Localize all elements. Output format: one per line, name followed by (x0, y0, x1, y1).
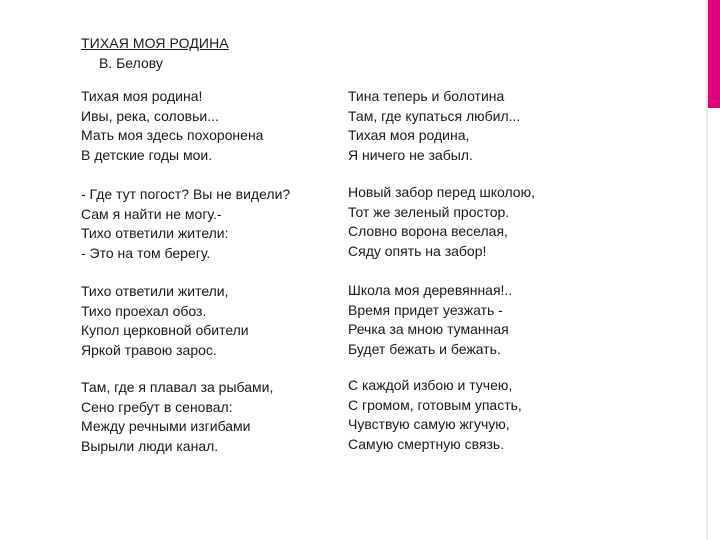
poem-line: Я ничего не забыл. (348, 146, 473, 163)
poem-title: ТИХАЯ МОЯ РОДИНА (81, 35, 229, 51)
stanza-right-3 (348, 281, 512, 359)
stanza-left-1 (81, 87, 263, 165)
poem-line: Будет бежать и бежать. (348, 340, 501, 357)
poem-line: Тихая моя родина, (348, 127, 470, 143)
poem-line: В детские годы мои. (81, 146, 213, 163)
poem-line: Яркой травою зарос. (81, 341, 217, 358)
poem-line: - Это на том берегу. (81, 244, 211, 261)
poem-line: Тихо ответили жители: (81, 225, 229, 241)
poem-line: Вырыли люди канал. (81, 437, 219, 454)
accent-bar (708, 0, 720, 108)
poem-line: С громом, готовым упасть, (348, 396, 522, 413)
poem-line: Тихо ответили жители, (81, 283, 229, 299)
poem-line: Там, где я плавал за рыбами, (81, 379, 274, 395)
poem-line: Мать моя здесь похоронена (81, 127, 264, 143)
poem-line: Тихо проехал обоз. (81, 302, 207, 319)
stanza-left-2 (81, 185, 290, 263)
poem-line: Школа моя деревянная!.. (348, 282, 513, 298)
poem-line: Ивы, река, соловьи... (81, 107, 219, 124)
poem-line: С каждой избою и тучею, (348, 377, 513, 393)
stanza-right-2 (348, 183, 535, 261)
poem-line: Тихая моя родина! (81, 88, 203, 104)
poem-line: Тот же зеленый простор. (348, 203, 510, 220)
poem-line: - Где тут погост? Вы не видели? (81, 186, 291, 202)
poem-line: Тина теперь и болотина (348, 88, 505, 104)
poem-line: Чувствую самую жгучую, (348, 416, 510, 432)
poem-line: Купол церковной обители (81, 322, 249, 338)
poem-line: Словно ворона веселая, (348, 223, 508, 239)
stanza-right-1 (348, 87, 520, 165)
stanza-left-3 (81, 282, 249, 360)
stanza-left-4 (81, 378, 273, 456)
poem-line: Новый забор перед школою, (348, 184, 535, 200)
poem-line: Там, где купаться любил... (348, 107, 521, 124)
poem-line: Время придет уезжать - (348, 301, 503, 318)
poem-dedication: В. Белову (99, 55, 163, 71)
poem-line: Между речными изгибами (81, 418, 251, 434)
poem-line: Сам я найти не могу.- (81, 205, 222, 222)
poem-line: Сяду опять на забор! (348, 242, 487, 259)
poem-line: Сено гребут в сеновал: (81, 398, 233, 415)
poem-line: Речка за мною туманная (348, 321, 509, 337)
stanza-right-4 (348, 376, 522, 454)
poem-line: Самую смертную связь. (348, 435, 505, 452)
